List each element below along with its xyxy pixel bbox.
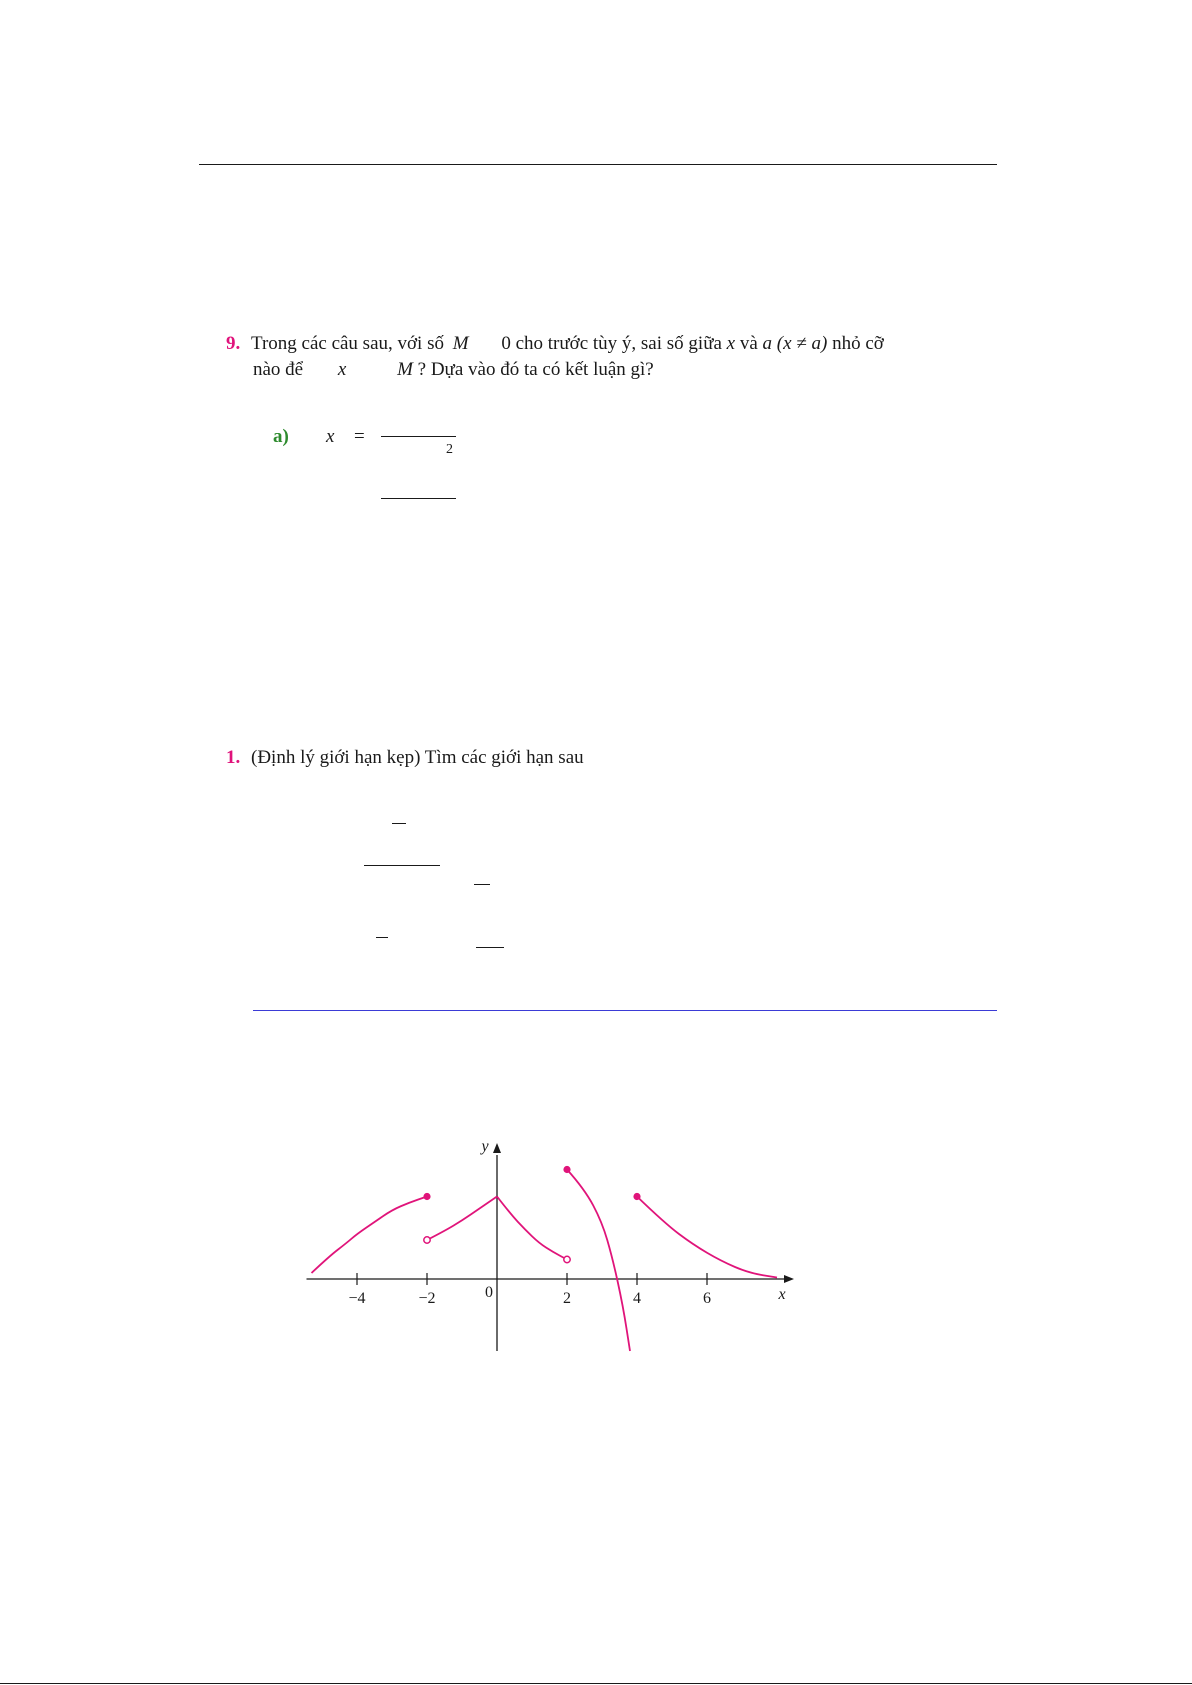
section-divider — [253, 1010, 997, 1011]
problem-9-line-2 — [253, 358, 654, 382]
x-tick-label: −2 — [418, 1290, 436, 1307]
segment-4-closed-dot — [563, 1166, 570, 1173]
problem-9-M: M — [452, 333, 469, 354]
problem-9-intro: Trong các câu sau, với số — [251, 333, 444, 354]
problem-9-tail: nhỏ cỡ — [832, 333, 884, 354]
problem-9-line2-M: M — [397, 359, 413, 380]
part-a-fraction-bar-2 — [381, 498, 456, 499]
segment-5-closed-dot — [633, 1193, 640, 1200]
x-axis-arrow — [784, 1275, 794, 1283]
limit-fraction-bar-1 — [392, 823, 406, 824]
footer-rule — [0, 1683, 1192, 1684]
limit-fraction-bar-4 — [376, 937, 388, 938]
segment-1-curve — [312, 1197, 428, 1274]
problem-9-line2-end: ? Dựa vào đó ta có kết luận gì? — [417, 359, 654, 380]
curves — [312, 1166, 778, 1351]
problem-9-va: và — [739, 333, 758, 354]
x-tick-label: 6 — [703, 1290, 711, 1307]
function-graph — [300, 1120, 800, 1380]
problem-9-a: a — [762, 333, 773, 354]
limit-fraction-bar-5 — [476, 947, 504, 948]
x-tick-label: 4 — [633, 1290, 641, 1307]
limit-fraction-bar-2 — [364, 865, 440, 866]
problem-9-line2-start: nào để — [253, 359, 304, 380]
y-axis-arrow — [493, 1143, 501, 1153]
problem-1-number: 1. — [226, 747, 241, 768]
x-tick-label: 2 — [563, 1290, 571, 1307]
limit-fraction-bar-3 — [474, 884, 490, 885]
part-a-x: x — [326, 426, 335, 447]
segment-2-curve — [427, 1197, 497, 1241]
problem-9-x: x — [726, 333, 736, 354]
segment-2-open-dot — [424, 1237, 430, 1243]
part-a-fraction-bar — [381, 436, 456, 437]
segment-5-curve — [637, 1197, 777, 1278]
axes — [307, 1143, 795, 1351]
problem-9-zero-text: 0 cho trước tùy ý, sai số giữa — [501, 333, 722, 354]
part-a-label: a) — [273, 426, 289, 447]
problem-1-line — [226, 746, 584, 770]
problem-9-number: 9. — [226, 333, 241, 354]
header-rule — [199, 164, 997, 165]
part-a-equals: = — [354, 426, 365, 447]
origin-label: 0 — [485, 1284, 493, 1301]
problem-1-text: (Định lý giới hạn kẹp) Tìm các giới hạn sau — [251, 747, 584, 768]
problem-9-condition: (x ≠ a) — [776, 333, 828, 354]
segment-3-curve — [497, 1197, 567, 1260]
segment-4-curve — [567, 1170, 630, 1352]
problem-9-line-1 — [226, 332, 884, 356]
part-a-exponent: 2 — [446, 442, 453, 457]
x-axis-label: x — [778, 1286, 786, 1303]
y-axis-label: y — [481, 1138, 489, 1155]
x-tick-label: −4 — [348, 1290, 366, 1307]
problem-9-line2-x: x — [337, 359, 347, 380]
segment-1-closed-dot — [423, 1193, 430, 1200]
segment-3-open-dot — [564, 1256, 570, 1262]
